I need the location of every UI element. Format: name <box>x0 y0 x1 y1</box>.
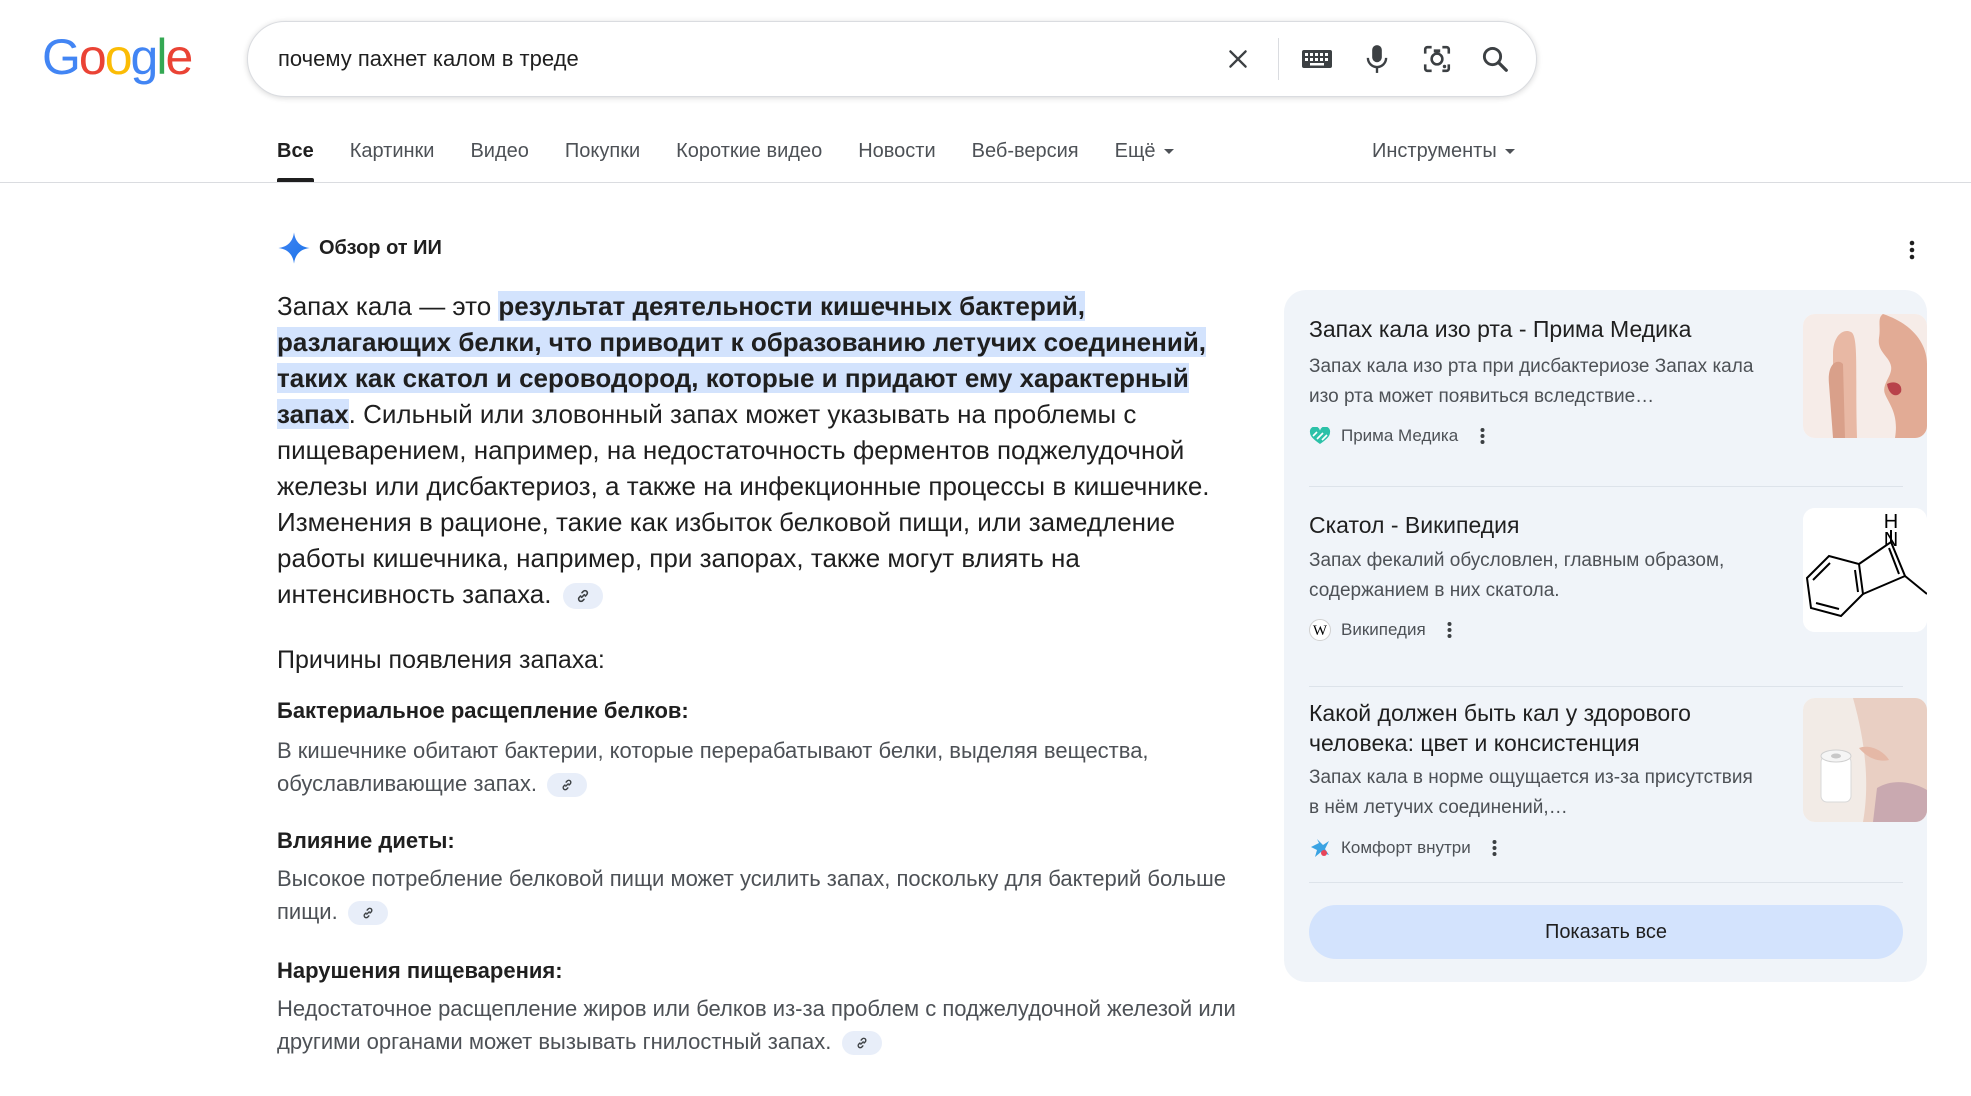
causes-heading: Причины появления запаха: <box>277 646 605 674</box>
clear-icon[interactable] <box>1220 41 1256 77</box>
cause-text-body: Недостаточное расщепление жиров или белков из-за проблем с поджелудочной железой или другими органами может вызывать гнилостный запах. <box>277 996 1236 1054</box>
nitrogen-label: N <box>1883 529 1899 551</box>
citation-link-icon[interactable] <box>547 773 587 797</box>
ai-overview-header <box>277 230 442 266</box>
tools-button[interactable] <box>1372 134 1515 168</box>
tab-more-label: Ещё <box>1114 140 1156 162</box>
cause-text-body: В кишечнике обитают бактерии, которые перерабатывают белки, выделяя вещества, обуславливающие запах. <box>277 738 1149 796</box>
search-tabs <box>277 134 1210 182</box>
source-attribution <box>1309 835 1501 861</box>
show-all-button[interactable]: Показать все <box>1309 905 1903 959</box>
svg-text:H: H <box>1883 511 1899 533</box>
source-title[interactable]: Скатол - Википедия <box>1309 512 1520 538</box>
source-title[interactable]: Запах кала изо рта - Прима Медика <box>1309 316 1692 342</box>
source-title[interactable]: Какой должен быть кал у здорового человека: цвет и консистенция <box>1309 700 1691 756</box>
card-divider <box>1309 686 1903 687</box>
tab-images[interactable]: Картинки <box>349 140 435 162</box>
cause-text <box>277 862 1237 928</box>
ai-intro-highlight: результат деятельности кишечных бактерий, разлагающих белки, что приводит к образованию летучих соединений, таких как скатол и сероводород, которые и придают ему характерный запах <box>277 291 1207 429</box>
source-attribution <box>1309 617 1456 643</box>
citation-link-icon[interactable] <box>842 1031 882 1055</box>
tab-all[interactable]: Все <box>277 134 314 182</box>
source-thumbnail[interactable] <box>1803 508 1927 632</box>
sources-panel <box>1284 290 1927 982</box>
tab-short-videos[interactable]: Короткие видео <box>676 140 823 162</box>
microphone-icon[interactable] <box>1359 41 1395 77</box>
lens-camera-icon[interactable] <box>1419 41 1455 77</box>
source-snippet: Запах фекалий обусловлен, главным образом, содержанием в них скатола. <box>1309 550 1725 601</box>
prima-medika-icon <box>1309 425 1331 447</box>
search-divider <box>1278 38 1279 80</box>
source-card <box>1309 698 1903 868</box>
skatole-structure-icon <box>1803 508 1927 632</box>
ai-intro-rest: . Сильный или зловонный запах может указывать на проблемы с пищеварением, например, на недостаточность ферментов поджелудочной железы или дисбактериоз, а также на инфекционные процессы в кишечнике. Изменения в рационе, такие как избыток белковой пищи, или замедление работы кишечника, например, при запорах, также могут влиять на интенсивность запаха. <box>277 399 1210 609</box>
citation-link-icon[interactable] <box>563 583 603 609</box>
source-thumbnail[interactable] <box>1803 314 1927 438</box>
cause-title: Нарушения пищеварения: <box>277 958 563 983</box>
chevron-down-icon <box>1505 149 1515 154</box>
more-options-icon[interactable] <box>1900 236 1924 264</box>
cause-title: Бактериальное расщепление белков: <box>277 698 689 723</box>
chevron-down-icon <box>1164 149 1174 154</box>
svg-text:W: W <box>1312 623 1328 639</box>
source-attribution <box>1309 423 1488 449</box>
tab-shopping[interactable]: Покупки <box>564 140 641 162</box>
ai-overview-title: Обзор от ИИ <box>319 236 442 259</box>
logo-letter: o <box>104 29 131 85</box>
logo-letter: e <box>165 29 192 85</box>
logo-letter: G <box>42 29 79 85</box>
wikipedia-icon <box>1309 619 1331 641</box>
source-card <box>1309 508 1903 658</box>
cause-text <box>277 734 1237 800</box>
komfort-vnutri-icon <box>1309 837 1331 859</box>
citation-link-icon[interactable] <box>348 901 388 925</box>
source-name[interactable]: Википедия <box>1341 620 1426 639</box>
card-divider <box>1309 882 1903 883</box>
gemini-sparkle-icon <box>277 231 311 265</box>
source-card <box>1309 314 1903 454</box>
ai-overview-text <box>277 288 1232 612</box>
card-divider <box>1309 486 1903 487</box>
cause-text-body: Высокое потребление белковой пищи может усилить запах, поскольку для бактерий больше пищи. <box>277 866 1226 924</box>
source-snippet: Запах кала в норме ощущается из-за присутствия в нём летучих соединений,… <box>1309 767 1753 818</box>
mouth-odor-image-icon <box>1803 314 1927 438</box>
logo-letter: o <box>78 29 105 85</box>
source-menu-icon[interactable] <box>1476 425 1488 447</box>
source-name[interactable]: Прима Медика <box>1341 426 1459 445</box>
cause-title: Влияние диеты: <box>277 828 455 853</box>
logo-letter: l <box>156 29 166 85</box>
source-menu-icon[interactable] <box>1489 837 1501 859</box>
search-input[interactable] <box>278 22 1178 96</box>
tab-news[interactable]: Новости <box>858 140 936 162</box>
source-name[interactable]: Комфорт внутри <box>1341 838 1471 857</box>
header-divider <box>0 182 1971 183</box>
search-bar <box>247 21 1537 97</box>
keyboard-icon[interactable] <box>1299 41 1335 77</box>
tab-more[interactable] <box>1115 134 1174 182</box>
tab-web[interactable]: Веб-версия <box>971 140 1079 162</box>
logo-letter: g <box>130 29 157 85</box>
source-menu-icon[interactable] <box>1444 619 1456 641</box>
google-logo[interactable] <box>42 29 192 85</box>
tools-label: Инструменты <box>1372 140 1497 162</box>
ai-intro-lead: Запах кала — это <box>277 291 499 321</box>
search-icon[interactable] <box>1477 41 1513 77</box>
toilet-paper-image-icon <box>1803 698 1927 822</box>
source-snippet: Запах кала изо рта при дисбактериозе Запах кала изо рта может появиться вследствие… <box>1309 356 1754 407</box>
cause-text <box>277 992 1237 1058</box>
source-thumbnail[interactable] <box>1803 698 1927 822</box>
tab-videos[interactable]: Видео <box>470 140 529 162</box>
